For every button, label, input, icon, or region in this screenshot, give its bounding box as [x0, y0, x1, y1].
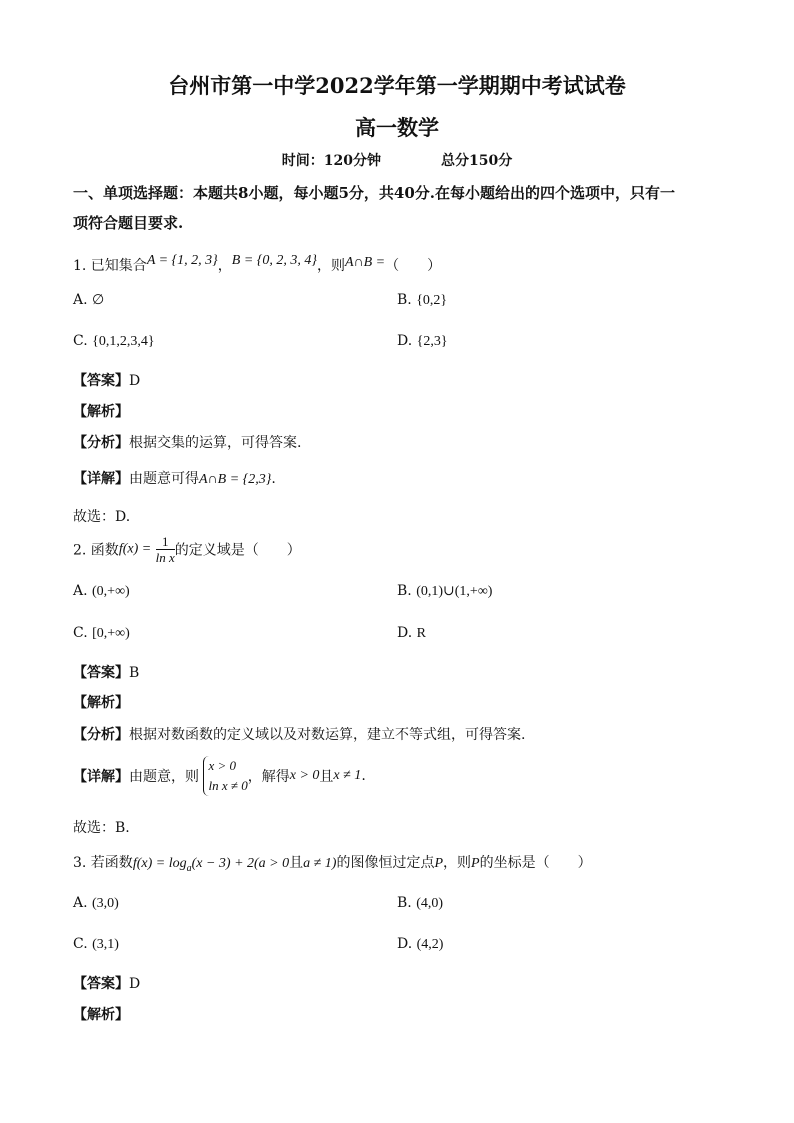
q3-prefix: 3. 若函数: [73, 855, 133, 871]
q2-option-a-value: (0,+∞): [92, 584, 130, 599]
q1-fenxi-text: 根据交集的运算，可得答案.: [129, 435, 302, 451]
q2-detail-end: .: [361, 768, 366, 784]
q1-detail: [73, 468, 276, 488]
q3-answer: [73, 973, 140, 993]
q2-choose-label: 故选：: [73, 820, 115, 836]
q2-option-c-label: C.: [73, 625, 88, 641]
q3-mid: 的图像恒过定点: [336, 855, 435, 871]
q1-option-d-label: D.: [397, 333, 413, 349]
q2-option-d[interactable]: [397, 625, 426, 642]
q3-option-b[interactable]: [397, 895, 443, 912]
q2-fenxi-label: 【分析】: [73, 727, 129, 743]
q1-ask-expr: A∩B =: [344, 255, 386, 270]
q1-prefix: 1. 已知集合: [73, 258, 147, 274]
q2-option-a[interactable]: [73, 583, 130, 600]
q1-option-a-label: A.: [73, 292, 88, 308]
q3-func: f(x) = log: [132, 856, 187, 871]
q2-option-b-label: B.: [397, 583, 412, 599]
q2-detail-c2: x ≠ 1: [333, 768, 362, 783]
q2-option-c-value: [0,+∞): [92, 626, 130, 641]
q3-option-b-label: B.: [397, 895, 412, 911]
q2-answer-label: 【答案】: [73, 665, 129, 681]
section-heading-line2: 项符合题目要求.: [73, 214, 184, 232]
q2-fenxi-text: 根据对数函数的定义域以及对数运算，建立不等式组，可得答案.: [129, 727, 526, 743]
q2-answer: [73, 662, 139, 682]
q1-comma: ，: [217, 258, 232, 274]
q1-option-b-label: B.: [397, 292, 412, 308]
q2-detail: [73, 756, 366, 796]
q2-detail-label: 【详解】: [73, 769, 129, 785]
q3-option-a-value: (3,0): [92, 896, 119, 911]
q3-func-rest: (x − 3) + 2(a > 0: [191, 856, 290, 871]
q2-option-a-label: A.: [73, 583, 88, 599]
q1-option-c-value: {0,1,2,3,4}: [92, 334, 155, 349]
q2-fraction: [156, 534, 175, 565]
q1-paren: （ ）: [385, 258, 442, 274]
q1-option-d-value: {2,3}: [416, 334, 448, 349]
q1-choose-value: D.: [115, 509, 131, 525]
q2-frac-den: ln x: [155, 550, 175, 565]
q2-stem: [73, 534, 301, 565]
q2-option-d-value: R: [416, 626, 426, 641]
q1-stem: [73, 255, 441, 275]
q1-option-c-label: C.: [73, 333, 88, 349]
q2-sys-line2: ln x ≠ 0: [208, 778, 248, 793]
q3-func-rest2: a ≠ 1): [303, 856, 337, 871]
q1-option-a[interactable]: [73, 292, 104, 309]
q3-func-and: 且: [289, 855, 304, 871]
q3-suffix: 的坐标是（ ）: [479, 855, 592, 871]
q2-detail-mid: ，解得: [247, 769, 290, 785]
section-heading-line1: 一、单项选择题：本题共8小题，每小题5分，共40分.在每小题给出的四个选项中，只有一: [73, 184, 675, 202]
q3-stem: [73, 852, 592, 874]
q3-option-b-value: (4,0): [416, 896, 444, 911]
q1-detail-pre: 由题意可得: [129, 471, 199, 487]
exam-title: 台州市第一中学2022学年第一学期期中考试试卷: [168, 73, 626, 98]
q1-detail-label: 【详解】: [73, 471, 129, 487]
q1-answer-value: D: [129, 373, 141, 389]
q2-frac-num: 1: [156, 534, 175, 550]
q2-choose: [73, 817, 130, 837]
q1-option-d[interactable]: [397, 333, 448, 350]
q3-func-sub: a: [186, 862, 192, 874]
q2-sys-line1: x > 0: [208, 758, 236, 773]
q1-option-b[interactable]: [397, 292, 447, 309]
q2-option-b[interactable]: [397, 583, 492, 600]
q3-option-c-label: C.: [73, 936, 88, 952]
q3-point: P: [434, 856, 444, 871]
q2-prefix: 2. 函数: [73, 542, 119, 559]
q2-option-d-label: D.: [397, 625, 413, 641]
q1-detail-end: .: [271, 471, 276, 487]
q3-option-c-value: (3,1): [92, 937, 119, 952]
q1-detail-expr: A∩B = {2,3}: [199, 472, 272, 487]
q3-mid2: ，则: [443, 855, 472, 871]
q2-choose-value: B.: [115, 820, 130, 836]
q2-detail-c1: x > 0: [289, 768, 320, 783]
q1-answer: [73, 370, 140, 390]
q3-option-d-label: D.: [397, 936, 413, 952]
q3-answer-value: D: [129, 976, 141, 992]
q2-option-b-value: (0,1)∪(1,+∞): [416, 584, 493, 599]
q1-option-c[interactable]: [73, 333, 155, 350]
q1-choose: [73, 506, 130, 526]
q2-answer-value: B: [129, 665, 140, 681]
q1-set-a: A = {1, 2, 3}: [146, 253, 218, 268]
q3-answer-label: 【答案】: [73, 976, 129, 992]
q2-suffix: 的定义域是（ ）: [174, 542, 301, 559]
q1-choose-label: 故选：: [73, 509, 115, 525]
q3-point2: P: [471, 856, 480, 871]
q1-set-b: B = {0, 2, 3, 4}: [231, 253, 317, 268]
q1-option-a-value: ∅: [92, 293, 105, 308]
q1-fenxi: [73, 432, 301, 452]
q3-option-d[interactable]: [397, 936, 443, 953]
q2-analysis-label: 【解析】: [73, 695, 129, 711]
q1-answer-label: 【答案】: [73, 373, 129, 389]
q3-option-a[interactable]: [73, 895, 119, 912]
exam-total: 总分150分: [441, 153, 513, 169]
q3-option-c[interactable]: [73, 936, 119, 953]
q3-analysis-label: 【解析】: [73, 1007, 129, 1023]
q2-inequality-system: [203, 756, 247, 796]
exam-subject: 高一数学: [355, 115, 439, 140]
q1-option-b-value: {0,2}: [416, 293, 448, 308]
q2-option-c[interactable]: [73, 625, 130, 642]
q2-func: f(x) =: [118, 541, 152, 557]
q2-detail-and: 且: [319, 769, 334, 785]
exam-meta: [0, 150, 794, 170]
q3-option-a-label: A.: [73, 895, 88, 911]
exam-time: 时间：120分钟: [281, 153, 381, 169]
q3-option-d-value: (4,2): [416, 937, 444, 952]
q1-fenxi-label: 【分析】: [73, 435, 129, 451]
q2-fenxi: [73, 724, 525, 744]
q1-analysis-label: 【解析】: [73, 404, 129, 420]
q2-detail-pre: 由题意，则: [129, 769, 199, 785]
q1-ask-pre: ，则: [316, 258, 345, 274]
